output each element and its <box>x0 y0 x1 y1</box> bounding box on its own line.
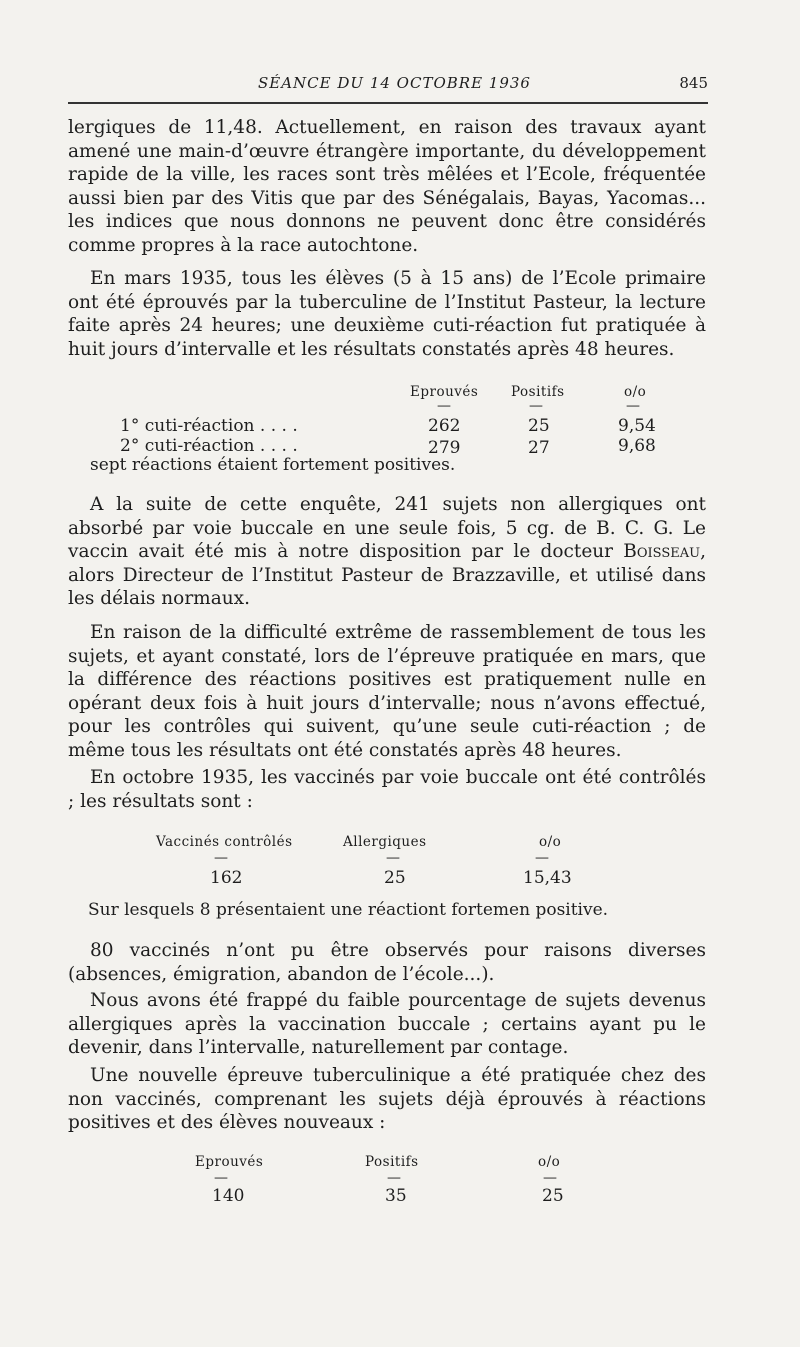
table3-dash: — <box>214 1170 228 1186</box>
table2-cell: 25 <box>384 868 406 888</box>
table3-dash: — <box>387 1170 401 1186</box>
table1-cell: 25 <box>528 416 550 436</box>
table3-header-eprouves: Eprouvés <box>195 1154 264 1170</box>
paragraph-8: Une nouvelle épreuve tuberculinique a été pratiquée chez des non vaccinés, comprenant les sujets déjà éprouvés à réactions positives et des élèves nouveaux : <box>68 1065 706 1133</box>
paragraph-5: En octobre 1935, les vaccinés par voie buccale ont été contrôlés ; les résultats sont : <box>68 767 706 812</box>
table1-cell: 279 <box>428 438 461 458</box>
paragraph-1: lergiques de 11,48. Actuellement, en raison des travaux ayant amené une main-d’œuvre étrangère importante, du développement rapide de la ville, les races sont très mêlées et l’Ecole, fréquentée aussi bien par des Vitis que par des Sénégalais, Bayas, Yacomas... les indices que nous donnons ne peuvent donc être considérés comme propres à la race autochtone. <box>68 117 706 256</box>
table1-header-eprouves: Eprouvés <box>410 384 479 400</box>
table3-cell: 35 <box>385 1186 407 1206</box>
table2-dash: — <box>535 850 549 866</box>
table1-note: sept réactions étaient fortement positives. <box>90 455 456 475</box>
page-number: 845 <box>679 74 708 92</box>
paragraph-3 <box>68 493 706 611</box>
paragraph-7: Nous avons été frappé du faible pourcentage de sujets devenus allergiques après la vaccination buccale ; certains ayant pu le devenir, dans l’intervalle, naturellement par contage. <box>68 990 706 1058</box>
table3-dash: — <box>543 1170 557 1186</box>
table2-dash: — <box>214 850 228 866</box>
table3-header-pct: o/o <box>538 1154 561 1170</box>
table2-dash: — <box>386 850 400 866</box>
table1-cell: 9,54 <box>618 416 656 436</box>
paragraph-4: En raison de la difficulté extrême de rassemblement de tous les sujets, et ayant constaté, lors de l’épreuve pratiquée en mars, que la différence des réactions positives est pratiquement nulle en opérant deux fois à huit jours d’intervalle; nous n’avons effectué, pour les contrôles qui suivent, qu’une seule cuti-réaction ; de même tous les résultats ont été constatés après 48 heures. <box>68 622 706 761</box>
paragraph-3-text-end: , alors Directeur de l’Institut Pasteur de Brazzaville, et utilisé dans les délais normaux. <box>68 541 706 609</box>
table3-cell: 140 <box>212 1186 245 1206</box>
header-rule <box>68 102 708 104</box>
table2-note: Sur lesquels 8 présentaient une réactiont fortemen positive. <box>88 900 609 920</box>
running-title: SÉANCE DU 14 OCTOBRE 1936 <box>258 74 531 92</box>
table1-header-positifs: Positifs <box>511 384 565 400</box>
table2-header-pct: o/o <box>539 834 562 850</box>
paragraph-6: 80 vaccinés n’ont pu être observés pour raisons diverses (absences, émigration, abandon de l’école...). <box>68 940 706 985</box>
table1-dash: — <box>626 398 640 414</box>
table2-cell: 162 <box>210 868 243 888</box>
author-name: Boisseau <box>623 541 701 562</box>
table3-header-positifs: Positifs <box>365 1154 419 1170</box>
paragraph-3-text: A la suite de cette enquête, 241 sujets non allergiques ont absorbé par voie buccale en une seule fois, 5 cg. de B. C. G. Le vaccin avait été mis à notre disposition par le docteur <box>68 494 706 562</box>
table2-cell: 15,43 <box>523 868 572 888</box>
table1-cell: 27 <box>528 438 550 458</box>
running-header <box>68 74 708 98</box>
table1-header-pct: o/o <box>624 384 647 400</box>
table2-header-allergiques: Allergiques <box>343 834 427 850</box>
table1-dash: — <box>437 398 451 414</box>
paragraph-2: En mars 1935, tous les élèves (5 à 15 ans) de l’Ecole primaire ont été éprouvés par la tuberculine de l’Institut Pasteur, la lecture faite après 24 heures; une deuxième cuti-réaction fut pratiquée à huit jours d’intervalle et les résultats constatés après 48 heures. <box>68 268 706 360</box>
table1-dash: — <box>529 398 543 414</box>
table1-cell: 262 <box>428 416 461 436</box>
table1-row-label: 1° cuti-réaction . . . . <box>120 416 298 436</box>
table3-cell: 25 <box>542 1186 564 1206</box>
table1-cell: 9,68 <box>618 436 656 456</box>
table2-header-vaccines: Vaccinés contrôlés <box>156 834 293 850</box>
table1-row-label: 2° cuti-réaction . . . . <box>120 436 298 456</box>
